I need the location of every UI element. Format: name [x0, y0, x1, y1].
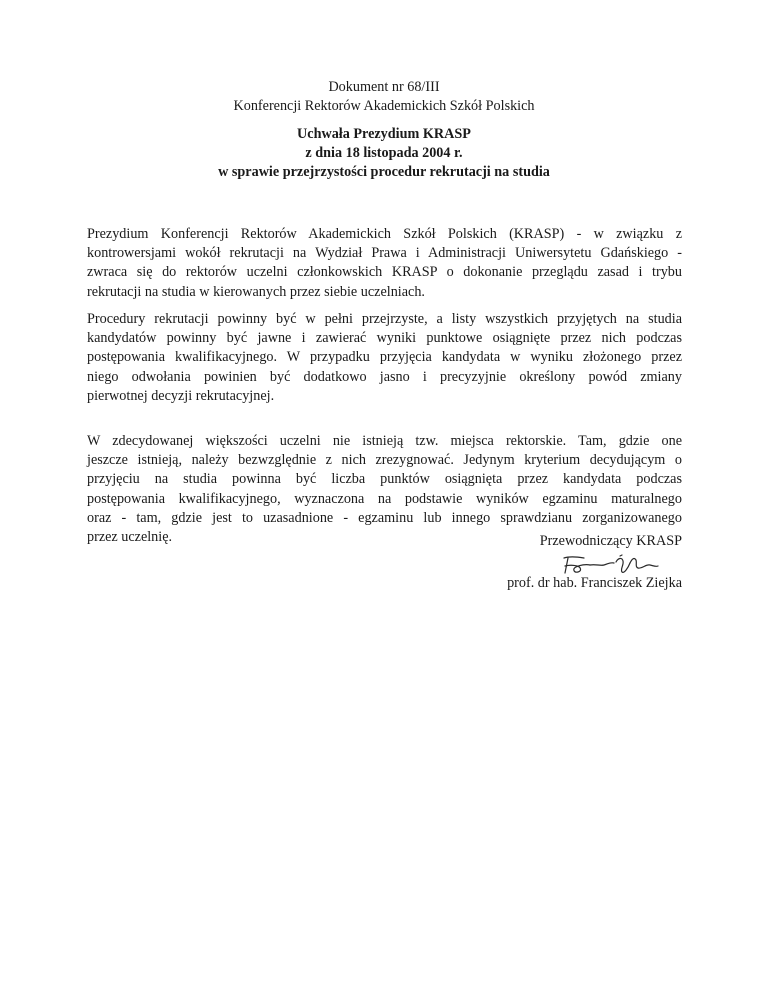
document-header — [0, 78, 768, 116]
handwritten-signature-icon — [560, 552, 660, 576]
paragraph-line: jeszcze istnieją, należy bezwzględnie z nich zrezygnować. Jedynym kryterium decydującym o — [87, 452, 682, 469]
paragraph-1 — [87, 225, 682, 302]
paragraph-line: kontrowersjami wokół rekrutacji na Wydział Prawa i Administracji Uniwersytetu Gdańskiego - — [87, 245, 682, 262]
paragraph-line: W zdecydowanej większości uczelni nie istnieją tzw. miejsca rektorskie. Tam, gdzie one — [87, 433, 682, 449]
resolution-name: Uchwała Prezydium KRASP — [297, 126, 471, 142]
signature-block — [507, 532, 682, 593]
paragraph-line: Procedury rekrutacji powinny być w pełni przejrzyste, a listy wszystkich przyjętych na studia — [87, 311, 682, 327]
paragraph-line: przyjęciu na studia powinna być liczba punktów osiągnięta przez kandydata podczas — [87, 471, 682, 488]
paragraph-2 — [87, 310, 682, 406]
resolution-subject: w sprawie przejrzystości procedur rekrutacji na studia — [218, 164, 550, 180]
paragraph-line: zwraca się do rektorów uczelni członkowskich KRASP o dokonanie przeglądu zasad i trybu — [87, 264, 682, 281]
resolution-title — [0, 125, 768, 182]
paragraph-line: niego odwołania powinien być dodatkowo jasno i precyzyjnie określony powód zmiany — [87, 368, 682, 385]
resolution-date: z dnia 18 listopada 2004 r. — [305, 145, 463, 161]
paragraph-line: pierwotnej decyzji rekrutacyjnej. — [87, 387, 275, 404]
paragraph-line: przez uczelnię. — [87, 529, 173, 546]
paragraph-line: postępowania kwalifikacyjnego, wyznaczona na podstawie wyników egzaminu maturalnego — [87, 490, 682, 507]
paragraph-line: oraz - tam, gdzie jest to uzasadnione - egzaminu lub innego sprawdzianu zorganizowanego — [87, 509, 682, 526]
signatory-role: Przewodniczący KRASP — [539, 533, 682, 549]
paragraph-line: rekrutacji na studia w kierowanych przez siebie uczelniach. — [87, 283, 425, 300]
paragraph-line: postępowania kwalifikacyjnego. W przypadku przyjęcia kandydata w wyniku złożonego przez — [87, 349, 682, 366]
issuing-body: Konferencji Rektorów Akademickich Szkół Polskich — [233, 98, 535, 114]
document-number: Dokument nr 68/III — [328, 79, 440, 95]
signatory-name: prof. dr hab. Franciszek Ziejka — [507, 575, 682, 591]
paragraph-3 — [87, 432, 682, 547]
paragraph-line: Prezydium Konferencji Rektorów Akademickich Szkół Polskich (KRASP) - w związku z — [87, 226, 682, 242]
paragraph-line: kandydatów powinny być jawne i zawierać wyniki punktowe osiągnięte przez nich podczas — [87, 330, 682, 347]
